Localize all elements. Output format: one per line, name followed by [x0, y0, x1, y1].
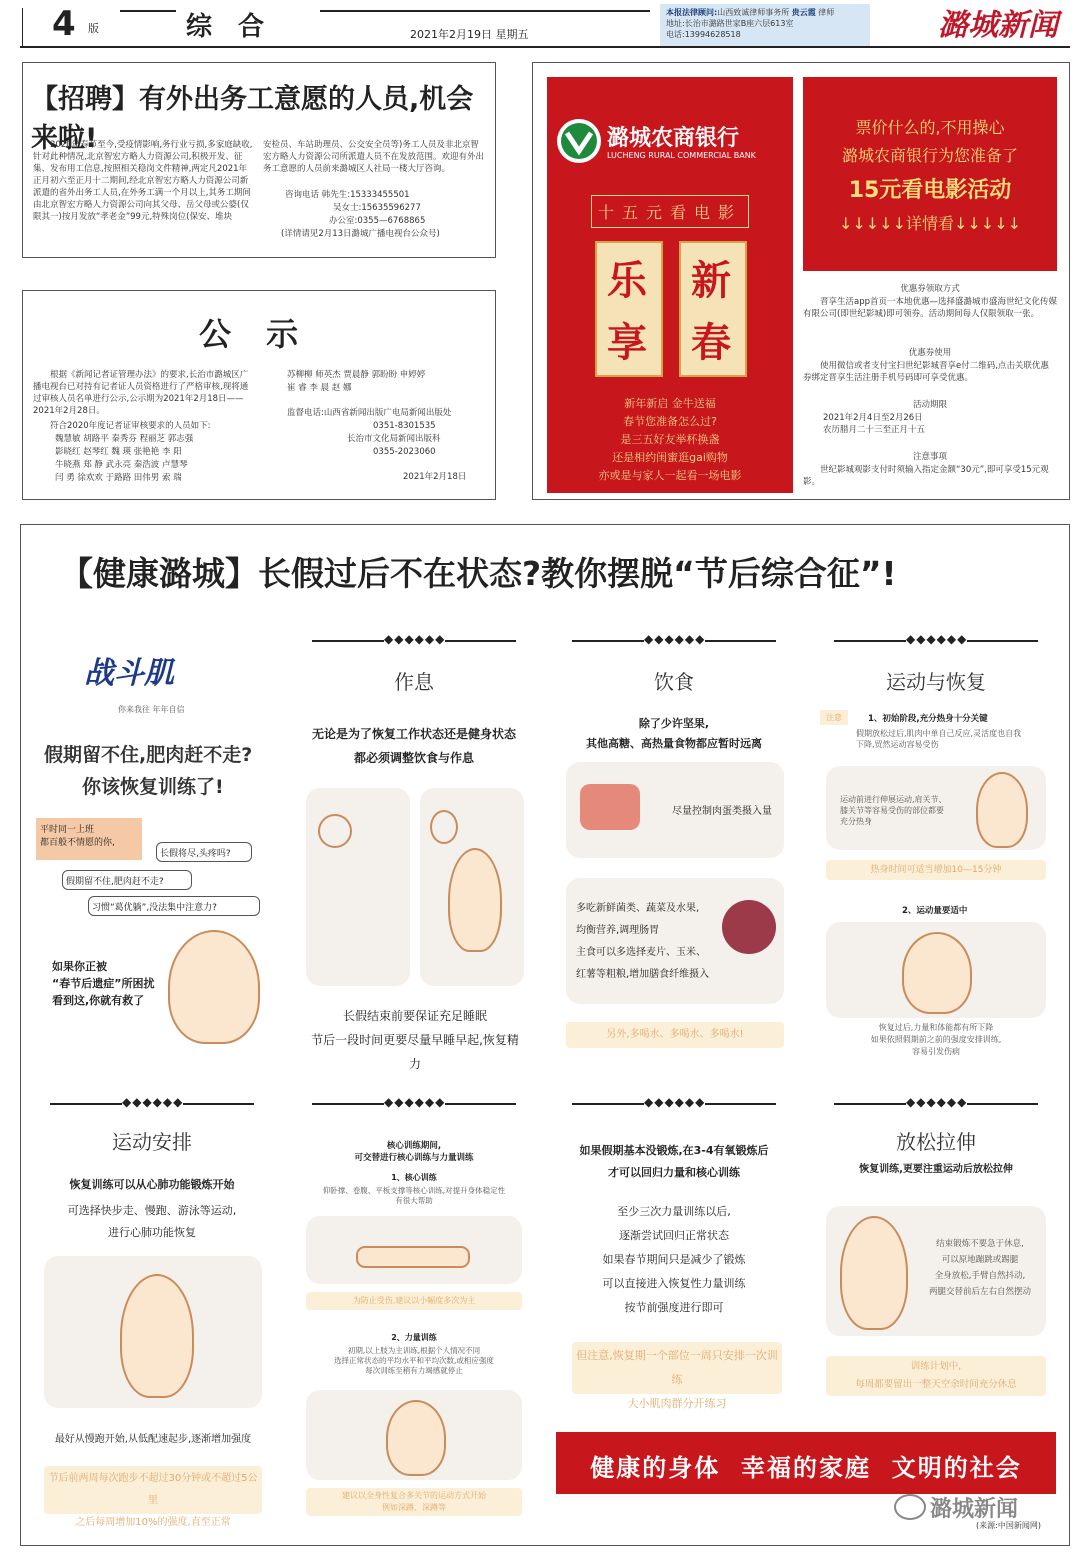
bank-name-en: LUCHENG RURAL COMMERCIAL BANK: [607, 151, 756, 160]
recruit-body-right: 安检员、车站助理员、公交安全员等)务工人员及非北京智宏方略人力资源公司所派遣人员不在发放范围。欢迎有外出务工意愿的人员前来潞城区人社局一楼大厅咨询。: [263, 140, 485, 174]
bank-poster: [547, 77, 793, 493]
wechat-icon: [894, 1494, 926, 1520]
bank-big-char: 新: [691, 258, 731, 304]
promo-line: 票价什么的,不用操心: [855, 118, 1005, 137]
bank-t3: 2021年2月4日至2月26日 农历腊月二十三至正月十五: [823, 413, 926, 435]
notice-name-row-right: 崔 睿 李 晨 赵 娜: [287, 383, 352, 393]
source-credit: (来源:中国新闻网): [976, 1521, 1041, 1530]
col-lead: 核心训练期间, 可交替进行核心训练与力量训练: [354, 1141, 474, 1163]
jogging-card: [44, 1256, 262, 1408]
col-lead: 恢复训练可以从心肺功能锻炼开始: [69, 1178, 235, 1191]
stretch-figure: [840, 1216, 908, 1330]
plank-card: [306, 1216, 522, 1284]
speech-bubble: 假期留不住,肥肉赶不走?: [62, 870, 192, 890]
col-note: 为防止受伤,建议以小幅度多次为主: [306, 1292, 522, 1310]
masthead-deco-line: [120, 10, 176, 12]
notice-supervise: 监督电话:山西省新闻出版广电局新闻出版处: [287, 408, 452, 418]
wechat-account: 潞城新闻: [930, 1497, 1019, 1522]
intro-question: 假期留不住,肥肉赶不走?: [44, 744, 253, 766]
page-number: 4: [52, 4, 76, 44]
bank-promo: [803, 77, 1057, 271]
promo-arrows: ↓↓↓↓↓详情看↓↓↓↓↓: [838, 214, 1022, 233]
col-sub: 可选择快步走、慢跑、游泳等运动, 进行心肺功能恢复: [67, 1204, 237, 1239]
col-note: 另外,多喝水、多喝水、多喝水!: [566, 1022, 784, 1048]
warmup-card: [826, 766, 1046, 850]
zhandouji-sub: 你来我往 年年自信: [118, 705, 185, 714]
newspaper-logo: 潞城新闻: [938, 8, 1058, 43]
col-lead: 如果假期基本没锻炼,在3-4有氧锻炼后 才可以回归力量和核心训练: [579, 1144, 769, 1179]
speech-bubble: 平时同一上班 都百般不情愿的你,: [36, 818, 142, 860]
col-heading: 放松拉伸: [896, 1130, 976, 1154]
page-suffix: 版: [88, 22, 99, 35]
bank-big-char: 乐: [607, 258, 647, 304]
step-heading: 2、运动量要适中: [902, 906, 968, 916]
fruit-icon: [722, 900, 776, 954]
divider-dots: ◆◆◆◆◆◆: [384, 632, 446, 646]
recruit-body-left: 2020年春节至今,受疫情影响,务行业亏损,多家庭缺收,针对此种情况,北京智宏方略人力资源公司,积极开发、征集、发布用工信息,按照相关稳岗文件精神,两定凡2021年正月初六至正月十二期间,经北京智宏方略人力资源公司新派遣的省外出务工人员,在外务工满一个月以上,其务工期间由北京智宏方略人力资源公司向其父母、岳父母或公婆(仅限其一)按月发放“孝老金”99元,特殊岗位(保安、堆块: [33, 140, 253, 222]
masthead-deco-line: [320, 10, 650, 12]
promo-line: 潞城农商银行为您准备了: [841, 146, 1018, 165]
col-lead: 恢复训练,更要注重运动后放松拉伸: [859, 1164, 1013, 1175]
masthead-left-rule: [22, 8, 23, 48]
divider-dots: ◆◆◆◆◆◆: [384, 1095, 446, 1109]
bank-h4: 注意事项: [912, 452, 947, 462]
slogan-text: 健康的身体 幸福的家庭 文明的社会: [590, 1454, 1022, 1482]
bank-line: 还是相约闺蜜逛gai购物: [612, 451, 728, 464]
bank-ad-box: [532, 62, 1070, 500]
speech-bubble: 长假将尽,头疼吗?: [156, 842, 252, 862]
col-foot: 长假结束前要保证充足睡眠 节后一段时间更要尽量早睡早起,恢复精力: [311, 1009, 519, 1071]
stretch-card: [826, 1206, 1046, 1336]
col-lead: 无论是为了恢复工作状态还是健身状态 都必须调整饮食与作息: [312, 727, 517, 765]
bank-t4: 世纪影城观影支付时须输入指定金额“30元”,即可享受15元观影。: [803, 465, 1049, 487]
bank-line: 是三五好友举杯换盏: [620, 433, 720, 446]
notice-body2: 符合2020年度记者证审核要求的人员如下:: [50, 421, 211, 431]
notice-name-row: 魏慧敏 胡路平 秦秀芬 程丽芝 郭志强: [55, 434, 194, 444]
step-text: 仰卧撑、卷腹、平板支撑等核心训练,对提升身体稳定性有很大帮助: [322, 1186, 506, 1205]
adviser-name: 贵云霞: [791, 8, 816, 17]
plank-figure: [356, 1246, 470, 1268]
bank-t2: 使用微信或者支付宝扫世纪影城晋享e付二维码,点击关联优惠券绑定晋享生活注册手机号码即可享受优惠。: [803, 361, 1049, 383]
health-title: 【健康潞城】长假过后不在状态?教你摆脱“节后综合征”!: [60, 554, 897, 593]
diet-card-text: 多吃新鲜菌类、蔬菜及水果, 均衡营养,调理肠胃 主食可以多选择麦片、玉米、 红薯等粗粮,增加膳食纤维摄入: [576, 903, 710, 980]
legal-adviser-box: [660, 4, 870, 46]
zhandouji-logo: 战斗肌: [84, 656, 174, 691]
meat-icon: [580, 784, 640, 830]
adviser-firm: 山西致诚律师事务所: [717, 8, 790, 17]
clock-icon: [430, 810, 458, 844]
waking-illustration: [420, 788, 524, 986]
step-heading: 1、核心训练: [391, 1173, 437, 1182]
promo-headline: 15元看电影活动: [848, 178, 1012, 203]
bank-lines: [547, 395, 793, 485]
notice-box: [22, 290, 496, 500]
col-lead: 除了少许坚果, 其他高糖、高热量食物都应暂时远离: [586, 717, 762, 750]
bank-name: 潞城农商银行: [607, 126, 740, 151]
divider-dots: ◆◆◆◆◆◆: [906, 1095, 968, 1109]
masthead-rule: [20, 46, 1070, 48]
issue-date: 2021年2月19日 星期五: [410, 28, 529, 41]
col-body: 至少三次力量训练以后, 逐渐尝试回归正常状态 如果春节期间只是减少了锻炼 可以直接进入恢复性力量训练 按节前强度进行即可: [602, 1205, 746, 1314]
intro-rescue: 如果你正被 “春节后遗症”所困扰 看到这,你就有救了: [52, 960, 155, 1007]
recruit-contact: 办公室:0355—6768865: [329, 216, 426, 226]
divider-dots: ◆◆◆◆◆◆: [122, 1095, 184, 1109]
col-heading: 运动与恢复: [886, 670, 986, 694]
notice-supervise2: 长治市文化局新闻出版科: [347, 434, 441, 444]
diet-card: [566, 762, 784, 858]
squat-card: [826, 922, 1046, 1018]
notice-body: 根据《新闻记者证管理办法》的要求,长治市潞城区广播电视台已对持有记者证人员资格进行了严格审核,现将通过审核人员名单进行公示,公示期为2021年2月18日——2021年2月28日。: [33, 370, 249, 416]
card-text: 结束锻炼不要急于休息, 可以原地蹦跳或踢腿 全身放松,手臂自然抖动, 两腿交替前后左右自然摆动: [928, 1239, 1031, 1297]
slogan-banner: [556, 1432, 1056, 1494]
divider-dots: ◆◆◆◆◆◆: [906, 632, 968, 646]
notice-tel: 0351-8301535: [373, 421, 436, 431]
bank-h1: 优惠券领取方式: [900, 284, 960, 294]
recruit-contact: 吴女士:15635596277: [333, 203, 421, 213]
col-heading: 作息: [394, 670, 434, 694]
diet-card: [566, 878, 784, 1004]
col-foot: 最好从慢跑开始,从低配速起步,逐渐增加强度: [54, 1434, 252, 1445]
squat2-card: [306, 1390, 522, 1480]
notice-name-row: 影晓红 赵琴红 魏 瑛 张艳艳 李 阳: [55, 447, 182, 457]
recruit-contact: 咨询电话 韩先生:15333455501: [285, 190, 410, 200]
squat-figure: [386, 1400, 446, 1476]
step-text: 初期,以上肢为主训练,根据个人情况不同 选择正常状态的平均水平和平均次数,或相应强度 每次训练至稍有力竭感就停止: [334, 1346, 494, 1375]
notice-title: 公 示: [199, 315, 311, 353]
section-name: 综合: [186, 12, 291, 42]
col-note: 建议以全身性复合多关节的运动方式开始 例如深蹲、深蹲等: [306, 1488, 522, 1516]
step-heading: 1、初始阶段,充分热身十分关键: [868, 714, 988, 724]
col-note: 但注意,恢复期一个部位一周只安排一次训练 大小肌肉群分开练习: [572, 1342, 782, 1394]
sleeping-illustration: [306, 788, 410, 986]
col-note: 训练计划中, 每周都要留出一整天空余时间充分休息: [826, 1356, 1046, 1396]
note-tag: 注意: [820, 710, 848, 725]
bank-big-char: 春: [691, 320, 731, 366]
adviser-address: 地址:长治市潞路世家B座六层613室: [666, 19, 794, 28]
col-note: 热身时间可适当增加10—15分钟: [826, 860, 1046, 880]
intro-question: 你该恢复训练了!: [82, 776, 224, 798]
bank-t1: 晋享生活app首页一本地优惠—选择盛潞城市盛海世纪文化传媒有限公司(即世纪影城)即可领券。活动期间每人仅限领取一张。: [803, 297, 1058, 319]
adviser-title: 本报法律顾问:: [666, 8, 718, 17]
bank-line: 新年新启 金牛送福: [624, 397, 716, 410]
jogging-figure: [120, 1274, 194, 1398]
step-text: 恢复过后,力量和体能都有所下降 如果依照假期前之前的强度安排训练, 容易引发伤病: [870, 1023, 1002, 1056]
bank-logo-icon: [557, 119, 601, 163]
stretching-woman-illustration: [168, 930, 260, 1044]
notice-tel: 0355-2023060: [373, 447, 436, 457]
notice-name-row: 闫 勇 徐欢欢 于路路 田伟男 索 瑞: [55, 473, 182, 483]
bank-line: 春节您准备怎么过?: [623, 415, 717, 428]
notice-date: 2021年2月18日: [403, 472, 467, 482]
bank-line: 亦或是与家人一起看一场电影: [598, 469, 742, 482]
recruit-footnote: (详情请见2月13日潞城广播电视台公众号): [281, 229, 440, 239]
speech-bubble: 习惯“葛优躺”,没法集中注意力?: [88, 896, 260, 916]
col-heading: 运动安排: [112, 1130, 192, 1154]
col-note: 节后前两周每次跑步不超过30分钟或不超过5公里 之后每周增加10%的强度,直至正常: [44, 1466, 262, 1514]
bank-h3: 活动期限: [912, 400, 947, 410]
bank-big-char: 享: [607, 320, 647, 366]
col-heading: 饮食: [654, 670, 694, 694]
diet-card-text: 尽量控制肉蛋类摄入量: [672, 806, 772, 817]
bank-tagline: 十五元看电影: [591, 195, 749, 228]
notice-name-row-right: 苏柳柳 师英杰 贾晨静 郭盼盼 申婷婷: [287, 370, 426, 380]
notice-name-row: 牛晓燕 郑 静 武永亮 秦浩波 卢慧琴: [55, 460, 188, 470]
step-heading: 2、力量训练: [391, 1333, 437, 1342]
squat-figure: [902, 932, 972, 1014]
stretching-figure: [448, 848, 502, 952]
recruit-title: 【招聘】有外出务工意愿的人员,机会来啦!: [31, 84, 474, 154]
bank-h2: 优惠券使用: [908, 348, 952, 358]
card-text: 运动前进行伸展运动,肩关节、膝关节等容易受伤的部位都要充分热身: [840, 795, 947, 826]
adviser-tel: 电话:13994628518: [666, 30, 741, 39]
warmup-figure: [976, 772, 1028, 848]
divider-dots: ◆◆◆◆◆◆: [644, 632, 706, 646]
adviser-role: 律师: [818, 8, 835, 17]
recruit-box: [22, 62, 496, 258]
clock-icon: [318, 814, 352, 848]
step-text: 假期放松过后,肌肉中单自己反应,灵活度也自我下降,贸然运动容易受伤: [856, 729, 1022, 749]
divider-dots: ◆◆◆◆◆◆: [644, 1095, 706, 1109]
